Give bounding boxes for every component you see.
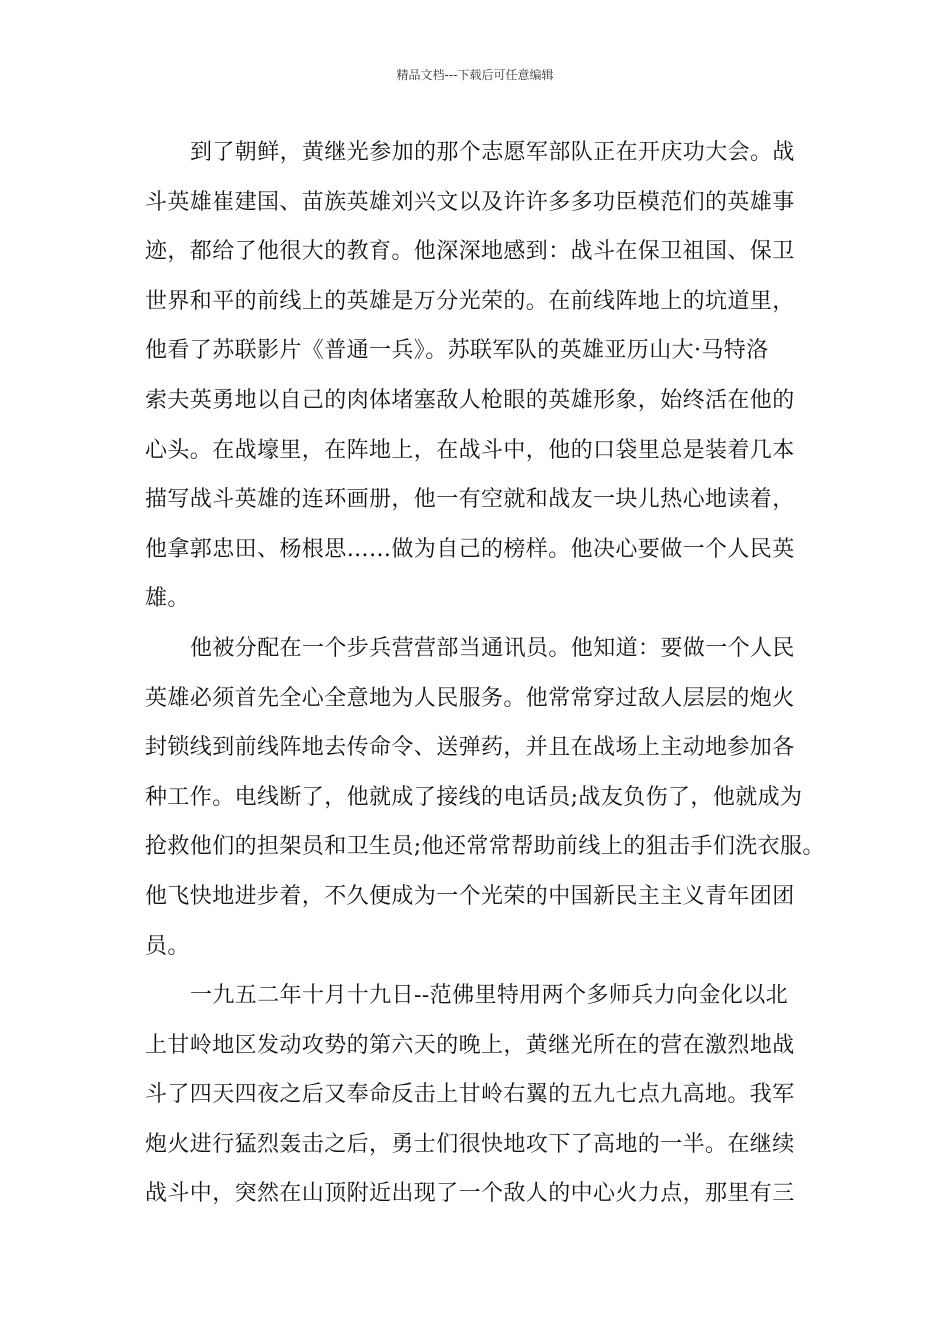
text-line: 雄。 — [145, 586, 190, 612]
text-line: 斗了四天四夜之后又奉命反击上甘岭右翼的五九七点九高地。我军 — [145, 1082, 795, 1108]
text-line: 他拿郭忠田、杨根思……做为自己的榜样。他决心要做一个人民英 — [145, 536, 795, 562]
text-line: 索夫英勇地以自己的肉体堵塞敌人枪眼的英雄形象，始终活在他的 — [145, 387, 795, 413]
paragraph-1 — [145, 128, 810, 624]
paragraph-3 — [145, 971, 810, 1219]
document-body — [145, 128, 825, 1219]
text-line: 上甘岭地区发动攻势的第六天的晚上，黄继光所在的营在激烈地战 — [145, 1032, 795, 1058]
text-line: 心头。在战壕里，在阵地上，在战斗中，他的口袋里总是装着几本 — [145, 437, 795, 463]
text-line: 他看了苏联影片《普通一兵》。苏联军队的英雄亚历山大·马特洛 — [145, 338, 769, 364]
text-line: 员。 — [145, 933, 190, 959]
text-line: 他被分配在一个步兵营营部当通讯员。他知道：要做一个人民 — [190, 635, 795, 661]
text-line: 一九五二年十月十九日--范佛里特用两个多师兵力向金化以北 — [190, 983, 789, 1009]
text-line: 封锁线到前线阵地去传命令、送弹药，并且在战场上主动地参加各 — [145, 735, 795, 761]
text-line: 抢救他们的担架员和卫生员;他还常常帮助前线上的狙击手们洗衣服。 — [145, 834, 825, 860]
page-header: 精品文档---下载后可任意编辑 — [396, 68, 554, 82]
text-line: 战斗中，突然在山顶附近出现了一个敌人的中心火力点，那里有三 — [145, 1181, 795, 1207]
text-line: 到了朝鲜，黄继光参加的那个志愿军部队正在开庆功大会。战 — [190, 140, 795, 165]
text-line: 描写战斗英雄的连环画册，他一有空就和战友一块儿热心地读着， — [145, 487, 795, 513]
text-line: 英雄必须首先全心全意地为人民服务。他常常穿过敌人层层的炮火 — [145, 685, 795, 711]
paragraph-2 — [145, 624, 825, 971]
text-line: 世界和平的前线上的英雄是万分光荣的。在前线阵地上的坑道里， — [145, 288, 795, 314]
text-line: 迹，都给了他很大的教育。他深深地感到：战斗在保卫祖国、保卫 — [145, 239, 795, 265]
text-line: 种工作。电线断了，他就成了接线的电话员;战友负伤了，他就成为 — [145, 784, 803, 810]
text-line: 炮火进行猛烈轰击之后，勇士们很快地攻下了高地的一半。在继续 — [145, 1131, 795, 1157]
text-line: 斗英雄崔建国、苗族英雄刘兴文以及许许多多功臣模范们的英雄事 — [145, 189, 795, 215]
text-line: 他飞快地进步着，不久便成为一个光荣的中国新民主主义青年团团 — [145, 883, 795, 909]
